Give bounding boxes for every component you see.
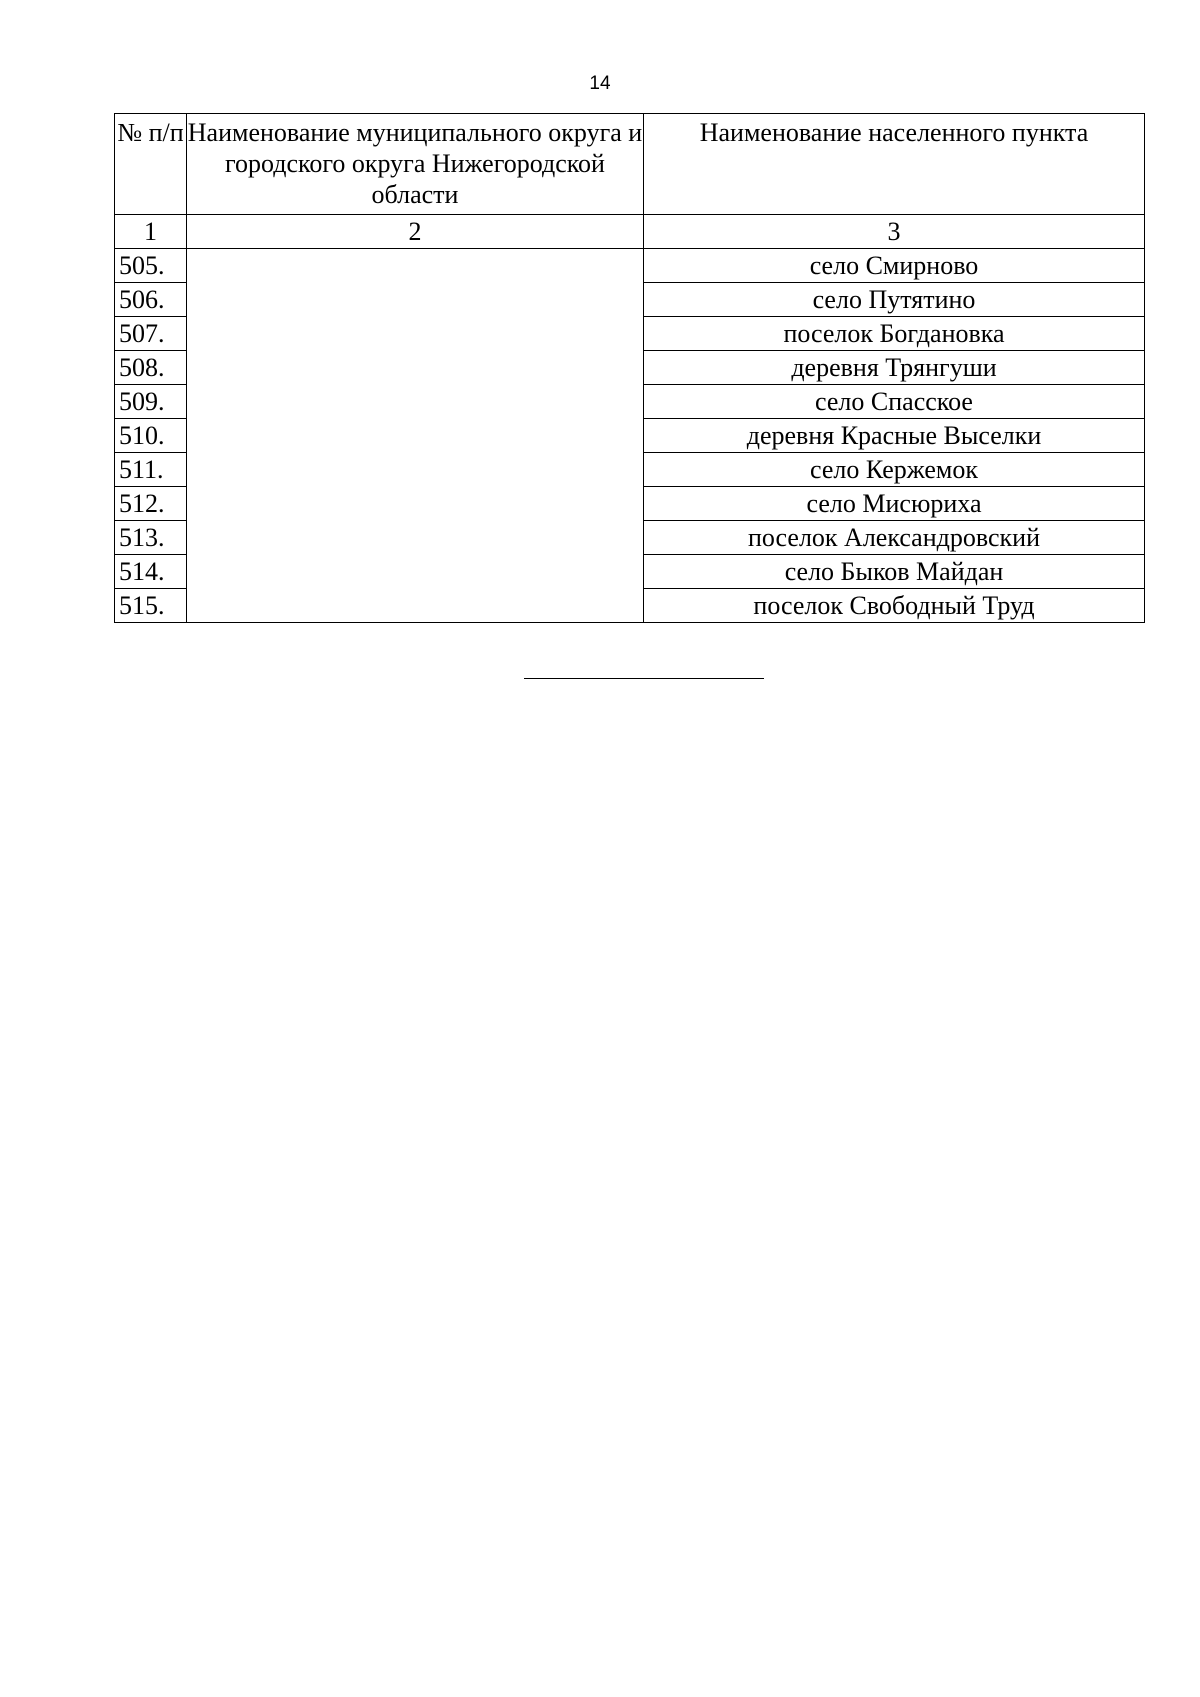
header-district: Наименование муниципального округа и городского округа Нижегородской области	[187, 114, 644, 215]
table-row	[115, 249, 1145, 283]
row-number: 510.	[115, 419, 187, 453]
settlement-name: село Кержемок	[644, 453, 1145, 487]
column-number-row	[115, 215, 1145, 249]
settlement-name: поселок Богдановка	[644, 317, 1145, 351]
column-number-2: 2	[187, 215, 644, 249]
settlement-name: поселок Свободный Труд	[644, 589, 1145, 623]
closing-divider-line	[524, 678, 764, 679]
settlement-name: село Быков Майдан	[644, 555, 1145, 589]
header-settlement: Наименование населенного пункта	[644, 114, 1145, 215]
column-number-3: 3	[644, 215, 1145, 249]
row-number: 505.	[115, 249, 187, 283]
row-number: 509.	[115, 385, 187, 419]
row-number: 506.	[115, 283, 187, 317]
settlement-name: село Смирново	[644, 249, 1145, 283]
row-number: 513.	[115, 521, 187, 555]
settlement-name: поселок Александровский	[644, 521, 1145, 555]
settlement-name: село Спасское	[644, 385, 1145, 419]
row-number: 514.	[115, 555, 187, 589]
table-header-row	[115, 114, 1145, 215]
column-number-1: 1	[115, 215, 187, 249]
header-number: № п/п	[115, 114, 187, 215]
settlement-name: село Мисюриха	[644, 487, 1145, 521]
settlements-table	[114, 113, 1145, 623]
row-number: 508.	[115, 351, 187, 385]
page-number: 14	[589, 73, 611, 94]
district-cell	[187, 249, 644, 623]
row-number: 515.	[115, 589, 187, 623]
row-number: 511.	[115, 453, 187, 487]
row-number: 507.	[115, 317, 187, 351]
row-number: 512.	[115, 487, 187, 521]
settlement-name: деревня Красные Выселки	[644, 419, 1145, 453]
settlement-name: село Путятино	[644, 283, 1145, 317]
settlement-name: деревня Трянгуши	[644, 351, 1145, 385]
